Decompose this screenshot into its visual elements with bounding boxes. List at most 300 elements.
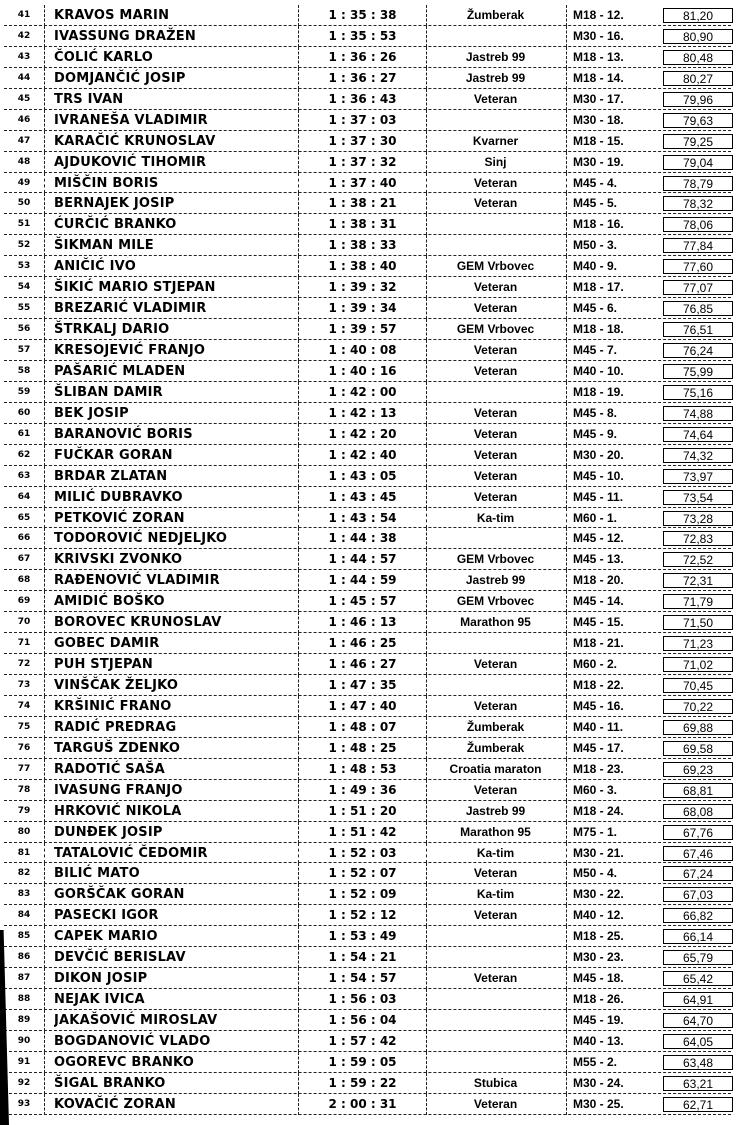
finish-time: 1 : 42 : 40 (298, 445, 427, 466)
table-row (0, 780, 737, 801)
finish-time: 1 : 40 : 16 (298, 361, 427, 382)
runner-name: HRKOVIĆ NIKOLA (54, 803, 182, 819)
finish-time: 1 : 54 : 57 (298, 968, 427, 989)
table-row (0, 193, 737, 214)
finish-time: 1 : 37 : 40 (298, 173, 427, 194)
points-value: 73,54 (663, 490, 733, 505)
club-name: Veteran (473, 175, 518, 190)
finish-time: 1 : 38 : 33 (298, 235, 427, 256)
points-value: 66,14 (663, 929, 733, 944)
finish-time: 1 : 42 : 13 (298, 403, 427, 424)
runner-name: DOMJANČIĆ JOSIP (54, 70, 186, 86)
club-name (427, 1031, 564, 1052)
runner-name: KRAVOS MARIN (54, 8, 170, 23)
table-row (0, 570, 737, 591)
rank-number: 42 (4, 26, 45, 47)
finish-time: 1 : 38 : 40 (298, 256, 427, 277)
points-value: 66,82 (663, 908, 733, 923)
finish-time: 1 : 46 : 27 (298, 654, 427, 675)
finish-time: 1 : 42 : 00 (298, 382, 427, 403)
points-value: 68,08 (663, 804, 733, 819)
points-value: 67,03 (663, 887, 733, 902)
category-place: M60 - 3. (566, 780, 658, 801)
runner-name: AMIDIĆ BOŠKO (54, 594, 165, 610)
points-value: 70,22 (663, 699, 733, 714)
rank-number: 43 (4, 47, 45, 68)
finish-time: 1 : 36 : 43 (298, 89, 427, 110)
points-value: 72,52 (663, 552, 733, 567)
table-row (0, 26, 737, 47)
runner-name: ŠIGAL BRANKO (54, 1075, 166, 1091)
runner-name: RADIĆ PREDRAG (54, 719, 177, 735)
club-name: Veteran (473, 468, 518, 483)
points-value: 71,79 (663, 594, 733, 609)
category-place: M45 - 13. (566, 549, 658, 570)
category-place: M18 - 12. (566, 5, 658, 26)
club-name: GEM Vrbovec (456, 552, 535, 567)
finish-time: 1 : 56 : 03 (298, 989, 427, 1010)
club-name: Ka-tim (476, 887, 515, 902)
club-name: Kvarner (472, 133, 519, 148)
runner-name: PETKOVIĆ ZORAN (54, 510, 185, 526)
rank-number: 77 (4, 759, 45, 780)
points-value: 65,42 (663, 971, 733, 986)
runner-name: BARANOVIĆ BORIS (54, 426, 193, 442)
table-row (0, 89, 737, 110)
runner-name: GOBEC DAMIR (54, 636, 160, 652)
rank-number: 45 (4, 89, 45, 110)
table-row (0, 68, 737, 89)
table-row (0, 47, 737, 68)
category-place: M50 - 4. (566, 863, 658, 884)
category-place: M40 - 9. (566, 256, 658, 277)
runner-name: IVASUNG FRANJO (54, 782, 183, 798)
table-row (0, 256, 737, 277)
rank-number: 73 (4, 675, 45, 696)
rank-number: 58 (4, 361, 45, 382)
table-row (0, 277, 737, 298)
rank-number: 50 (4, 193, 45, 214)
table-row (0, 696, 737, 717)
points-value: 80,27 (663, 71, 733, 86)
rank-number: 54 (4, 277, 45, 298)
points-value: 74,88 (663, 406, 733, 421)
finish-time: 1 : 40 : 08 (298, 340, 427, 361)
points-value: 79,25 (663, 134, 733, 149)
runner-name: KOVAČIĆ ZORAN (54, 1096, 176, 1112)
runner-name: DEVČIĆ BERISLAV (54, 950, 186, 966)
runner-name: AJDUKOVIĆ TIHOMIR (54, 154, 207, 170)
finish-time: 1 : 47 : 35 (298, 675, 427, 696)
runner-name: FUČKAR GORAN (54, 447, 173, 463)
club-name: Žumberak (466, 8, 525, 22)
finish-time: 1 : 51 : 42 (298, 822, 427, 843)
club-name (427, 235, 564, 256)
rank-number: 80 (4, 822, 45, 843)
finish-time: 2 : 00 : 31 (298, 1094, 427, 1115)
club-name (427, 1052, 564, 1073)
rank-number: 72 (4, 654, 45, 675)
runner-name: NEJAK IVICA (54, 992, 145, 1008)
finish-time: 1 : 35 : 38 (298, 5, 427, 26)
category-place: M40 - 11. (566, 717, 658, 738)
table-row (0, 173, 737, 194)
category-place: M45 - 7. (566, 340, 658, 361)
rank-number: 90 (4, 1031, 45, 1052)
rank-number: 74 (4, 696, 45, 717)
runner-name: ĆURČIĆ BRANKO (54, 217, 177, 233)
category-place: M30 - 20. (566, 445, 658, 466)
runner-name: BREZARIĆ VLADIMIR (54, 301, 207, 317)
table-row (0, 528, 737, 549)
finish-time: 1 : 45 : 57 (298, 591, 427, 612)
points-value: 68,81 (663, 783, 733, 798)
finish-time: 1 : 44 : 38 (298, 528, 427, 549)
category-place: M18 - 13. (566, 47, 658, 68)
club-name: Veteran (473, 866, 518, 881)
table-row (0, 1052, 737, 1073)
category-place: M30 - 16. (566, 26, 658, 47)
table-row (0, 675, 737, 696)
club-name (427, 633, 564, 654)
finish-time: 1 : 48 : 53 (298, 759, 427, 780)
table-row (0, 591, 737, 612)
finish-time: 1 : 43 : 05 (298, 466, 427, 487)
rank-number: 57 (4, 340, 45, 361)
points-value: 74,64 (663, 427, 733, 442)
rank-number: 48 (4, 152, 45, 173)
table-row (0, 633, 737, 654)
category-place: M30 - 25. (566, 1094, 658, 1115)
category-place: M40 - 10. (566, 361, 658, 382)
finish-time: 1 : 38 : 31 (298, 214, 427, 235)
finish-time: 1 : 39 : 32 (298, 277, 427, 298)
rank-number: 71 (4, 633, 45, 654)
runner-name: PAŠARIĆ MLADEN (54, 363, 186, 379)
table-row (0, 1010, 737, 1031)
finish-time: 1 : 52 : 12 (298, 905, 427, 926)
club-name: Jastreb 99 (465, 70, 526, 85)
category-place: M40 - 12. (566, 905, 658, 926)
table-row (0, 884, 737, 905)
finish-time: 1 : 56 : 04 (298, 1010, 427, 1031)
table-row (0, 822, 737, 843)
finish-time: 1 : 44 : 59 (298, 570, 427, 591)
runner-name: BEK JOSIP (54, 405, 129, 421)
runner-name: BRDAR ZLATAN (54, 468, 168, 484)
finish-time: 1 : 37 : 03 (298, 110, 427, 131)
table-row (0, 843, 737, 864)
points-value: 70,45 (663, 678, 733, 693)
points-value: 78,06 (663, 217, 733, 232)
category-place: M30 - 18. (566, 110, 658, 131)
table-row (0, 905, 737, 926)
runner-name: RAĐENOVIĆ VLADIMIR (54, 573, 220, 589)
club-name (427, 989, 564, 1010)
rank-number: 75 (4, 717, 45, 738)
runner-name: KARAČIĆ KRUNOSLAV (54, 133, 216, 149)
rank-number: 79 (4, 801, 45, 822)
club-name: Veteran (473, 280, 518, 295)
points-value: 76,85 (663, 301, 733, 316)
points-value: 75,99 (663, 364, 733, 379)
club-name (427, 110, 564, 131)
runner-name: ANIČIĆ IVO (54, 259, 136, 275)
points-value: 74,32 (663, 448, 733, 463)
finish-time: 1 : 44 : 57 (298, 549, 427, 570)
category-place: M18 - 19. (566, 382, 658, 403)
finish-time: 1 : 36 : 26 (298, 47, 427, 68)
club-name (427, 675, 564, 696)
category-place: M18 - 17. (566, 277, 658, 298)
table-row (0, 235, 737, 256)
points-value: 75,16 (663, 385, 733, 400)
category-place: M60 - 2. (566, 654, 658, 675)
points-value: 73,97 (663, 469, 733, 484)
runner-name: TARGUŠ ZDENKO (54, 740, 181, 756)
points-value: 76,24 (663, 343, 733, 358)
runner-name: KRIVSKI ZVONKO (54, 552, 183, 568)
table-row (0, 5, 737, 26)
runner-name: ČOLIĆ KARLO (54, 49, 153, 65)
table-row (0, 717, 737, 738)
table-row (0, 989, 737, 1010)
finish-time: 1 : 43 : 45 (298, 487, 427, 508)
club-name: Veteran (473, 196, 518, 211)
club-name (427, 926, 564, 947)
table-row (0, 1094, 737, 1115)
club-name: Veteran (473, 657, 518, 672)
rank-number: 61 (4, 424, 45, 445)
rank-number: 88 (4, 989, 45, 1010)
runner-name: ŠIKMAN MILE (54, 238, 154, 254)
club-name: Jastreb 99 (465, 49, 526, 64)
category-place: M45 - 4. (566, 173, 658, 194)
club-name: Ka-tim (476, 845, 515, 860)
rank-number: 84 (4, 905, 45, 926)
rank-number: 44 (4, 68, 45, 89)
club-name: Jastreb 99 (465, 573, 526, 588)
table-row (0, 466, 737, 487)
runner-name: RADOTIĆ SAŠA (54, 761, 165, 777)
points-value: 69,88 (663, 720, 733, 735)
finish-time: 1 : 51 : 20 (298, 801, 427, 822)
club-name: Veteran (473, 489, 518, 504)
rank-number: 86 (4, 947, 45, 968)
category-place: M45 - 19. (566, 1010, 658, 1031)
club-name: Ka-tim (476, 510, 515, 525)
rank-number: 64 (4, 487, 45, 508)
points-value: 76,51 (663, 322, 733, 337)
club-name: Marathon 95 (460, 615, 531, 630)
points-value: 73,28 (663, 511, 733, 526)
category-place: M30 - 24. (566, 1073, 658, 1094)
runner-name: TRS IVAN (54, 91, 124, 107)
points-value: 81,20 (663, 8, 733, 23)
runner-name: CAPEK MARIO (54, 929, 158, 945)
finish-time: 1 : 49 : 36 (298, 780, 427, 801)
club-name: Žumberak (466, 719, 525, 734)
table-row (0, 1073, 737, 1094)
category-place: M45 - 16. (566, 696, 658, 717)
rank-number: 62 (4, 445, 45, 466)
table-row (0, 361, 737, 382)
rank-number: 93 (4, 1094, 45, 1115)
rank-number: 91 (4, 1052, 45, 1073)
finish-time: 1 : 52 : 03 (298, 843, 427, 864)
finish-time: 1 : 48 : 07 (298, 717, 427, 738)
points-value: 80,90 (663, 29, 733, 44)
finish-time: 1 : 37 : 30 (298, 131, 427, 152)
points-value: 69,58 (663, 741, 733, 756)
points-value: 64,70 (663, 1013, 733, 1028)
category-place: M45 - 5. (566, 193, 658, 214)
category-place: M18 - 16. (566, 214, 658, 235)
runner-name: BOGDANOVIĆ VLADO (54, 1033, 211, 1049)
rank-number: 53 (4, 256, 45, 277)
finish-time: 1 : 59 : 22 (298, 1073, 427, 1094)
club-name: Veteran (473, 908, 518, 923)
runner-name: IVRANEŠA VLADIMIR (54, 112, 208, 128)
category-place: M45 - 12. (566, 528, 658, 549)
points-value: 77,60 (663, 259, 733, 274)
table-row (0, 508, 737, 529)
category-place: M18 - 15. (566, 131, 658, 152)
rank-number: 63 (4, 466, 45, 487)
finish-time: 1 : 37 : 32 (298, 152, 427, 173)
finish-time: 1 : 43 : 54 (298, 508, 427, 529)
rank-number: 82 (4, 863, 45, 884)
points-value: 63,21 (663, 1076, 733, 1091)
category-place: M45 - 8. (566, 403, 658, 424)
points-value: 77,84 (663, 238, 733, 253)
results-table (0, 5, 737, 1115)
table-row (0, 487, 737, 508)
points-value: 71,02 (663, 657, 733, 672)
points-value: 67,24 (663, 866, 733, 881)
category-place: M30 - 23. (566, 947, 658, 968)
category-place: M60 - 1. (566, 508, 658, 529)
club-name: Veteran (473, 426, 518, 441)
category-place: M18 - 18. (566, 319, 658, 340)
category-place: M45 - 6. (566, 298, 658, 319)
finish-time: 1 : 35 : 53 (298, 26, 427, 47)
category-place: M18 - 26. (566, 989, 658, 1010)
finish-time: 1 : 48 : 25 (298, 738, 427, 759)
points-value: 72,83 (663, 531, 733, 546)
table-row (0, 801, 737, 822)
finish-time: 1 : 39 : 57 (298, 319, 427, 340)
category-place: M18 - 25. (566, 926, 658, 947)
rank-number: 83 (4, 884, 45, 905)
table-row (0, 863, 737, 884)
club-name: GEM Vrbovec (456, 322, 535, 337)
points-value: 78,32 (663, 196, 733, 211)
points-value: 78,79 (663, 176, 733, 191)
points-value: 79,63 (663, 113, 733, 128)
points-value: 79,04 (663, 155, 733, 170)
table-row (0, 549, 737, 570)
table-row (0, 926, 737, 947)
rank-number: 69 (4, 591, 45, 612)
rank-number: 85 (4, 926, 45, 947)
category-place: M45 - 17. (566, 738, 658, 759)
club-name: Veteran (473, 782, 518, 797)
points-value: 64,05 (663, 1034, 733, 1049)
table-row (0, 968, 737, 989)
table-row (0, 110, 737, 131)
club-name (427, 214, 564, 235)
runner-name: GORŠČAK GORAN (54, 887, 185, 903)
runner-name: BERNAJEK JOSIP (54, 196, 175, 212)
table-row (0, 131, 737, 152)
rank-number: 47 (4, 131, 45, 152)
club-name: GEM Vrbovec (456, 259, 535, 274)
points-value: 67,46 (663, 846, 733, 861)
table-row (0, 738, 737, 759)
category-place: M30 - 21. (566, 843, 658, 864)
rank-number: 51 (4, 214, 45, 235)
runner-name: BILIĆ MATO (54, 866, 140, 882)
category-place: M45 - 10. (566, 466, 658, 487)
finish-time: 1 : 39 : 34 (298, 298, 427, 319)
rank-number: 70 (4, 612, 45, 633)
points-value: 64,91 (663, 992, 733, 1007)
rank-number: 76 (4, 738, 45, 759)
runner-name: IVASSUNG DRAŽEN (54, 28, 196, 44)
rank-number: 60 (4, 403, 45, 424)
finish-time: 1 : 52 : 07 (298, 863, 427, 884)
rank-number: 46 (4, 110, 45, 131)
category-place: M18 - 24. (566, 801, 658, 822)
finish-time: 1 : 59 : 05 (298, 1052, 427, 1073)
club-name: Veteran (473, 447, 518, 462)
category-place: M45 - 14. (566, 591, 658, 612)
rank-number: 89 (4, 1010, 45, 1031)
rank-number: 87 (4, 968, 45, 989)
points-value: 77,07 (663, 280, 733, 295)
club-name (427, 1010, 564, 1031)
club-name: Veteran (473, 698, 518, 713)
points-value: 63,48 (663, 1055, 733, 1070)
category-place: M45 - 9. (566, 424, 658, 445)
runner-name: PASECKI IGOR (54, 908, 159, 924)
table-row (0, 654, 737, 675)
table-row (0, 319, 737, 340)
club-name: GEM Vrbovec (456, 594, 535, 609)
club-name: Croatia maraton (449, 761, 542, 776)
rank-number: 66 (4, 528, 45, 549)
runner-name: JAKAŠOVIĆ MIROSLAV (54, 1013, 218, 1028)
rank-number: 59 (4, 382, 45, 403)
rank-number: 49 (4, 173, 45, 194)
table-row (0, 612, 737, 633)
category-place: M40 - 13. (566, 1031, 658, 1052)
points-value: 79,96 (663, 92, 733, 107)
category-place: M55 - 2. (566, 1052, 658, 1073)
category-place: M18 - 14. (566, 68, 658, 89)
club-name: Marathon 95 (460, 824, 531, 839)
club-name: Veteran (473, 363, 518, 378)
table-row (0, 759, 737, 780)
rank-number: 92 (4, 1073, 45, 1094)
rank-number: 56 (4, 319, 45, 340)
rank-number: 55 (4, 298, 45, 319)
category-place: M18 - 23. (566, 759, 658, 780)
rank-number: 78 (4, 780, 45, 801)
runner-name: OGOREVC BRANKO (54, 1054, 194, 1070)
runner-name: TATALOVIĆ ČEDOMIR (54, 845, 208, 861)
